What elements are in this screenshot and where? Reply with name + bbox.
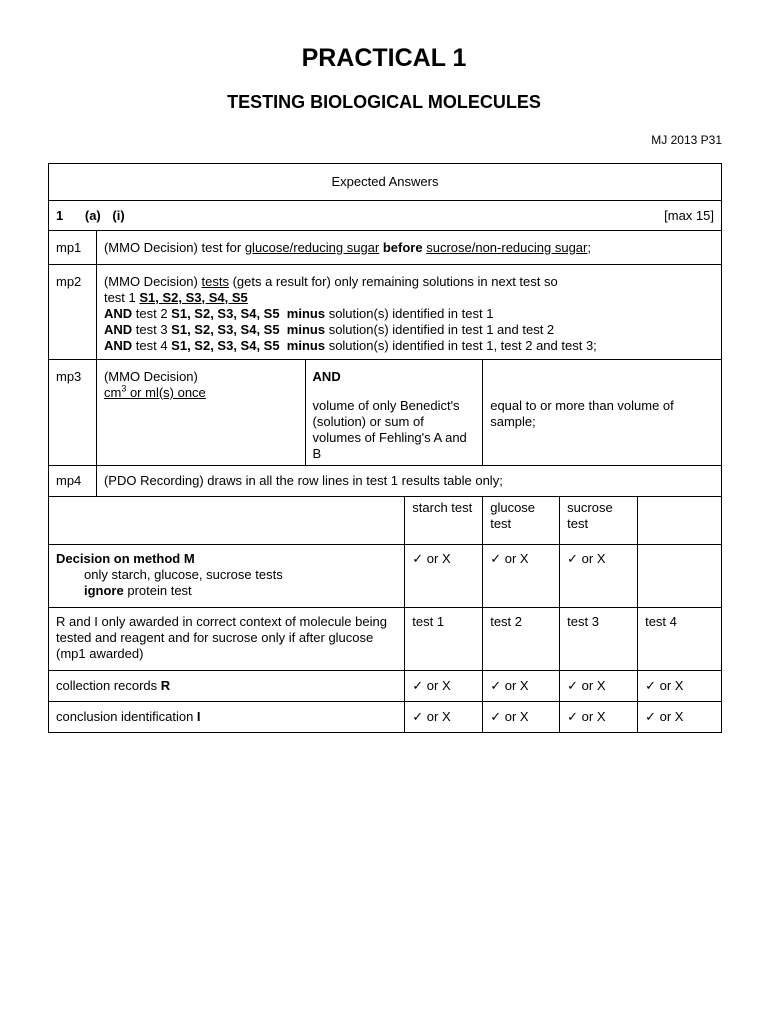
mp2-l3d: solution(s) identified in test 1	[325, 306, 494, 321]
mp2-line-2	[104, 290, 714, 306]
mp2-l4b: test 3	[132, 322, 172, 337]
mp1-label: mp1	[49, 231, 97, 265]
decision-ignore-rest: protein test	[123, 583, 192, 598]
mp2-line-1	[104, 274, 714, 290]
mp2-l5c: S1, S2, S3, S4, S5 minus	[171, 338, 326, 353]
question-cell	[49, 201, 722, 231]
mp2-l3c: S1, S2, S3, S4, S5 minus	[171, 306, 326, 321]
table-cell: test 4	[638, 608, 722, 671]
mp1-text-e: ;	[587, 239, 591, 255]
question-number: 1	[56, 207, 64, 223]
mp2-l5b: test 4	[132, 338, 172, 353]
table-cell: ✓ or X	[560, 545, 638, 608]
table-cell: ✓ or X	[483, 545, 560, 608]
records-text	[49, 671, 405, 702]
mp3-c1-cm: cm	[103, 385, 122, 400]
mp3-c2-text: volume of only Benedict's (solution) or sum of volumes of Fehling's A and B	[312, 398, 467, 461]
conclusion-text	[49, 702, 405, 733]
mp2-l2a: test 1	[103, 290, 140, 305]
mp2-l1c: (gets a result for) only remaining solutions in next test so	[228, 274, 558, 289]
grid-row-context	[49, 608, 722, 671]
table-cell: ✓ or X	[405, 702, 483, 733]
records-letter: R	[160, 678, 171, 693]
decision-ignore: ignore	[84, 583, 124, 598]
mp3-c1-sup: 3	[121, 383, 127, 394]
mp2-l2b: S1, S2, S3, S4, S5	[139, 290, 248, 305]
mp2-line-4	[104, 322, 714, 338]
table-cell: test 1	[405, 608, 483, 671]
header-cell	[49, 164, 722, 201]
conclusion-letter: I	[196, 709, 201, 724]
mp3-cell-3	[483, 360, 722, 466]
question-subpart: (i)	[112, 207, 125, 223]
mp3-and: AND	[312, 369, 341, 384]
decision-line-2: only starch, glucose, sucrose tests	[84, 567, 283, 582]
mp4-row	[49, 466, 722, 497]
mp3-c1-rest: or ml(s) once	[126, 385, 206, 400]
decision-text	[49, 545, 405, 608]
mp2-text	[96, 265, 721, 360]
table-cell: ✓ or X	[638, 671, 722, 702]
mp3-label: mp3	[49, 360, 97, 466]
mp2-l4d: solution(s) identified in test 1 and test 2	[325, 322, 555, 337]
mp3-c1-line-1: (MMO Decision)	[103, 369, 198, 384]
grid-row-records	[49, 671, 722, 702]
mp2-label: mp2	[49, 265, 97, 360]
table-cell: ✓ or X	[483, 671, 560, 702]
table-cell: test 2	[483, 608, 560, 671]
grid-row-conclusion	[49, 702, 722, 733]
mp2-l5a: AND	[103, 338, 133, 353]
table-cell	[638, 545, 722, 608]
col-header-sucrose: sucrose test	[560, 497, 638, 545]
mp2-l4a: AND	[103, 322, 133, 337]
table-cell: ✓ or X	[405, 545, 483, 608]
grid-header-empty	[49, 497, 405, 545]
page-subtitle: TESTING BIOLOGICAL MOLECULES	[227, 92, 541, 112]
header-label: Expected Answers	[331, 174, 439, 189]
table-cell: ✓ or X	[638, 702, 722, 733]
mp1-row	[49, 231, 722, 265]
mp1-text-b: glucose/reducing sugar	[244, 239, 380, 255]
conclusion-label: conclusion identification	[56, 709, 197, 724]
question-row	[49, 201, 722, 231]
grid-header-row	[49, 497, 722, 545]
paper-reference: MJ 2013 P31	[651, 133, 722, 147]
mark-scheme-table	[48, 163, 722, 733]
table-cell: ✓ or X	[560, 702, 638, 733]
col-header-glucose: glucose test	[483, 497, 560, 545]
decision-line-1: Decision on method M	[56, 551, 195, 566]
mp2-l3b: test 2	[132, 306, 172, 321]
table-cell: ✓ or X	[560, 671, 638, 702]
grid-row-decision	[49, 545, 722, 608]
mp2-line-5	[104, 338, 714, 354]
mp2-l1a: (MMO Decision)	[103, 274, 202, 289]
table-cell: ✓ or X	[483, 702, 560, 733]
mp2-l4c: S1, S2, S3, S4, S5 minus	[171, 322, 326, 337]
question-part: (a)	[84, 207, 101, 223]
mp3-cell-1	[96, 360, 305, 466]
col-header-blank	[638, 497, 722, 545]
table-cell: test 3	[560, 608, 638, 671]
records-label: collection records	[56, 678, 161, 693]
mp2-row	[49, 265, 722, 360]
mp1-text-d: sucrose/non-reducing sugar	[426, 239, 588, 255]
mp2-line-3	[104, 306, 714, 322]
page-title: PRACTICAL 1	[301, 44, 467, 72]
mp1-text	[96, 231, 721, 265]
mp3-cell-2	[305, 360, 483, 466]
max-marks: [max 15]	[664, 207, 714, 223]
mp3-c1-line-2	[104, 385, 298, 401]
mp3-row	[49, 360, 722, 466]
mp2-l1b: tests	[201, 274, 229, 289]
mp4-text: (PDO Recording) draws in all the row lines in test 1 results table only;	[96, 466, 721, 497]
header-row	[49, 164, 722, 201]
mp2-l5d: solution(s) identified in test 1, test 2 and test 3;	[325, 338, 597, 353]
context-text: R and I only awarded in correct context of molecule being tested and reagent and for sucrose only if after glucose (mp1 awarded)	[49, 608, 405, 671]
mp4-label: mp4	[49, 466, 97, 497]
mp1-text-a: (MMO Decision) test for	[103, 239, 245, 255]
col-header-starch: starch test	[405, 497, 483, 545]
decision-line-3	[56, 583, 397, 599]
mp3-c3-text: equal to or more than volume of sample;	[490, 398, 674, 429]
mp2-l3a: AND	[103, 306, 133, 321]
table-cell: ✓ or X	[405, 671, 483, 702]
mp1-text-c: before	[379, 239, 427, 255]
